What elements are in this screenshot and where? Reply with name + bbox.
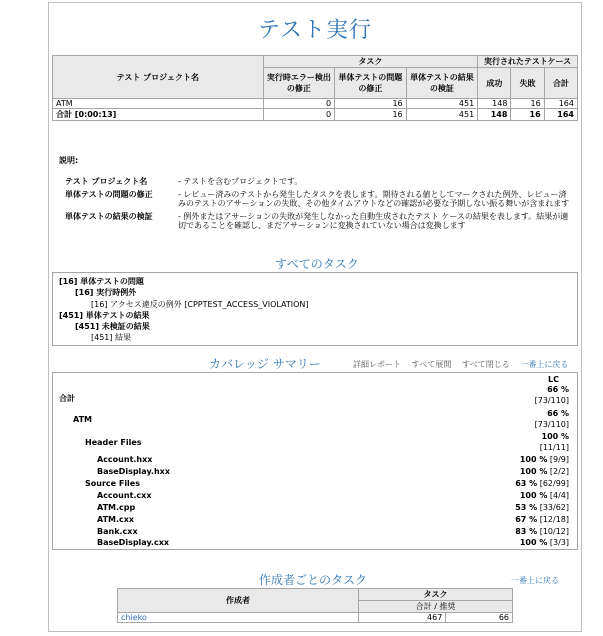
author-table <box>117 588 513 623</box>
coverage-row-name[interactable]: Account.hxx <box>97 455 153 464</box>
executed-group-header: 実行されたテストケース <box>478 56 578 68</box>
coverage-pct: 66 % <box>547 385 569 394</box>
coverage-links <box>345 359 568 370</box>
col-runtime-fix-header: 実行時エラー検出の修正 <box>263 68 335 99</box>
back-to-top-link[interactable]: 一番上に戻る <box>520 360 569 369</box>
runtime-count: 0 <box>263 99 335 109</box>
col-unit-fix-header: 単体テストの問題の修正 <box>335 68 407 99</box>
task-node[interactable]: [16] アクセス違反の例外 [CPPTEST_ACCESS_VIOLATION] <box>91 300 309 309</box>
description-term: テスト プロジェクト名 <box>65 177 148 186</box>
coverage-ratio: [11/11] <box>539 443 569 452</box>
unit-count: 16 <box>335 99 407 109</box>
coverage-value: 100 % [4/4] <box>519 491 569 500</box>
coverage-row-name[interactable]: BaseDisplay.hxx <box>97 467 170 476</box>
task-node[interactable]: [16] 単体テストの問題 <box>59 277 144 286</box>
tasks-group-header: タスク <box>263 56 478 68</box>
description-heading: 説明: <box>59 156 79 165</box>
coverage-value: 83 % [10/12] <box>515 527 569 536</box>
runtime-count: 0 <box>263 109 335 121</box>
report-frame <box>48 2 582 632</box>
coverage-row-name[interactable]: Account.cxx <box>97 491 152 500</box>
coverage-value: 100 % [3/3] <box>519 538 569 547</box>
fail-count: 16 <box>511 99 544 109</box>
coverage-value: 53 % [33/62] <box>515 503 569 512</box>
col-success-header: 成功 <box>478 68 511 99</box>
author-name-link[interactable]: chieko <box>118 613 359 623</box>
coverage-title: カバレッジ サマリー <box>209 357 321 371</box>
col-result-verify-header: 単体テストの結果の検証 <box>406 68 478 99</box>
expand-all-link[interactable]: すべて展開 <box>411 360 452 369</box>
project-name: ATM <box>53 99 264 109</box>
summary-table <box>52 55 578 121</box>
author-links <box>511 575 559 586</box>
coverage-row-name[interactable]: ATM.cpp <box>97 503 136 512</box>
fail-count: 16 <box>511 109 544 121</box>
col-author-header: 作成者 <box>118 589 359 613</box>
page-title: テスト実行 <box>257 18 373 43</box>
task-node[interactable]: [451] 結果 <box>91 333 132 342</box>
success-count: 148 <box>478 99 511 109</box>
coverage-row-name[interactable]: BaseDisplay.cxx <box>97 538 170 547</box>
author-recommended: 66 <box>446 613 513 623</box>
coverage-ratio: [73/110] <box>534 420 569 429</box>
table-row <box>53 99 578 109</box>
coverage-ratio: [73/110] <box>534 396 569 405</box>
table-row <box>118 613 513 623</box>
project-name: 合計 [0:00:13] <box>53 109 264 121</box>
description-def: - テストを含むプロジェクトです。 <box>178 177 303 186</box>
task-node[interactable]: [451] 未検証の結果 <box>75 322 150 331</box>
coverage-value: 100 % [9/9] <box>519 455 569 464</box>
detail-report-link[interactable]: 詳細レポート <box>353 360 401 369</box>
coverage-row-name[interactable]: ATM <box>73 415 92 424</box>
all-tasks-box <box>52 272 578 346</box>
coverage-value: 100 % [2/2] <box>519 467 569 476</box>
task-node[interactable]: [16] 実行時例外 <box>75 288 137 297</box>
col-total-header: 合計 <box>544 68 577 99</box>
all-tasks-title: すべてのタスク <box>275 257 359 271</box>
coverage-value: 67 % [12/18] <box>515 515 569 524</box>
col-fail-header: 失敗 <box>511 68 544 99</box>
task-node[interactable]: [451] 単体テストの結果 <box>59 311 150 320</box>
verify-count: 451 <box>406 99 478 109</box>
success-count: 148 <box>478 109 511 121</box>
lc-header: LC <box>548 375 559 384</box>
description-def: - 例外またはアサーションの失敗が発生しなかった自動生成されたテスト ケースの結果を表します。結果が適切であることを確認し、まだアサーションに変換されていない場合は変換します <box>178 212 569 230</box>
table-row <box>53 109 578 121</box>
collapse-all-link[interactable]: すべて閉じる <box>461 360 510 369</box>
unit-count: 16 <box>335 109 407 121</box>
description-term: 単体テストの問題の修正 <box>65 190 153 199</box>
description-item <box>59 177 574 186</box>
coverage-box <box>52 372 578 550</box>
back-to-top-link[interactable]: 一番上に戻る <box>511 576 559 585</box>
coverage-row-name[interactable]: Source Files <box>85 479 140 488</box>
coverage-row-name[interactable]: 合計 <box>59 394 75 403</box>
col-project-header: テスト プロジェクト名 <box>53 56 264 99</box>
coverage-pct: 66 % <box>547 409 569 418</box>
author-tasks-title: 作成者ごとのタスク <box>259 573 368 587</box>
description-item <box>59 190 574 208</box>
coverage-value: 63 % [62/99] <box>515 479 569 488</box>
coverage-row-name[interactable]: ATM.cxx <box>97 515 135 524</box>
description-def: - レビュー済みのテストから発生したタスクを表します。期待される値としてマークされた例外、レビュー済みのテストのアサーションの失敗、その他タイムアウトなどの確認が必要な予期しない振る舞いが含まれます <box>178 190 570 208</box>
coverage-pct: 100 % <box>541 432 569 441</box>
verify-count: 451 <box>406 109 478 121</box>
description-list <box>59 177 574 234</box>
description-term: 単体テストの結果の検証 <box>65 212 153 221</box>
col-tasks-header: タスク <box>359 589 513 601</box>
description-item <box>59 212 574 230</box>
total-count: 164 <box>544 109 577 121</box>
coverage-row-name[interactable]: Header Files <box>85 438 142 447</box>
coverage-row-name[interactable]: Bank.cxx <box>97 527 138 536</box>
col-total-recommended-header: 合計 / 推奨 <box>359 601 513 613</box>
total-count: 164 <box>544 99 577 109</box>
author-total: 467 <box>359 613 446 623</box>
